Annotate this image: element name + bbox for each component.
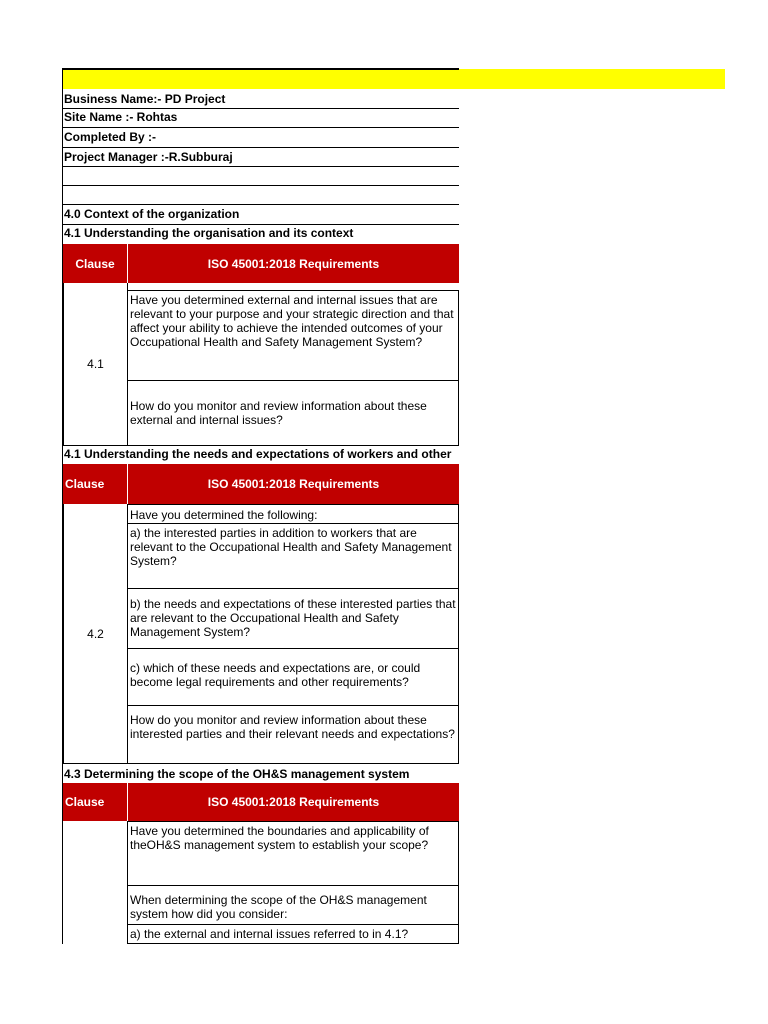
section-42-title: 4.1 Understanding the needs and expectations of workers and other [64, 447, 452, 461]
clause-header: Clause [63, 783, 127, 821]
business-name: Business Name:- PD Project [64, 92, 226, 106]
requirement-cell: c) which of these needs and expectations are, or could become legal requirements and other requirements? [127, 648, 459, 706]
clause-number: 4.1 [63, 283, 128, 446]
requirement-cell: Have you determined external and internal issues that are relevant to your purpose and your strategic direction and that affect your ability to achieve the intended outcomes of your Occupational Health and Safety Management System? [127, 290, 459, 381]
requirement-cell: a) the external and internal issues referred to in 4.1? [127, 924, 459, 944]
site-name: Site Name :- Rohtas [64, 110, 178, 124]
row-line [63, 224, 459, 225]
row-line [63, 166, 459, 167]
row-line [63, 127, 459, 128]
top-border [63, 68, 459, 70]
requirement-cell: a) the interested parties in addition to workers that are relevant to the Occupational Health and Safety Management System? [127, 523, 459, 589]
requirement-cell: How do you monitor and review information about these external and internal issues? [127, 380, 459, 446]
requirement-cell: Have you determined the boundaries and applicability of theOH&S management system to establish your scope? [127, 821, 459, 886]
project-manager: Project Manager :-R.Subburaj [64, 150, 233, 164]
clause-number: 4.2 [63, 504, 128, 764]
requirement-cell: b) the needs and expectations of these interested parties that are relevant to the Occupational Health and Safety Management System? [127, 588, 459, 649]
context-title: 4.0 Context of the organization [64, 207, 240, 221]
clause-header: Clause [63, 244, 127, 283]
row-line [63, 204, 459, 205]
row-line [63, 185, 459, 186]
requirement-cell: Have you determined the following: [127, 504, 459, 524]
requirements-header: ISO 45001:2018 Requirements [128, 244, 459, 283]
requirements-header: ISO 45001:2018 Requirements [128, 464, 459, 504]
clause-header: Clause [63, 464, 127, 504]
requirement-cell: When determining the scope of the OH&S management system how did you consider: [127, 885, 459, 925]
section-43-title: 4.3 Determining the scope of the OH&S management system [64, 767, 410, 781]
requirement-cell: How do you monitor and review information about these interested parties and their relevant needs and expectations? [127, 705, 459, 764]
completed-by: Completed By :- [64, 130, 157, 144]
row-line [63, 147, 459, 148]
row-line [63, 108, 459, 109]
yellow-header-band [63, 69, 725, 89]
requirements-header: ISO 45001:2018 Requirements [128, 783, 459, 821]
section-41-title: 4.1 Understanding the organisation and its context [64, 226, 354, 240]
